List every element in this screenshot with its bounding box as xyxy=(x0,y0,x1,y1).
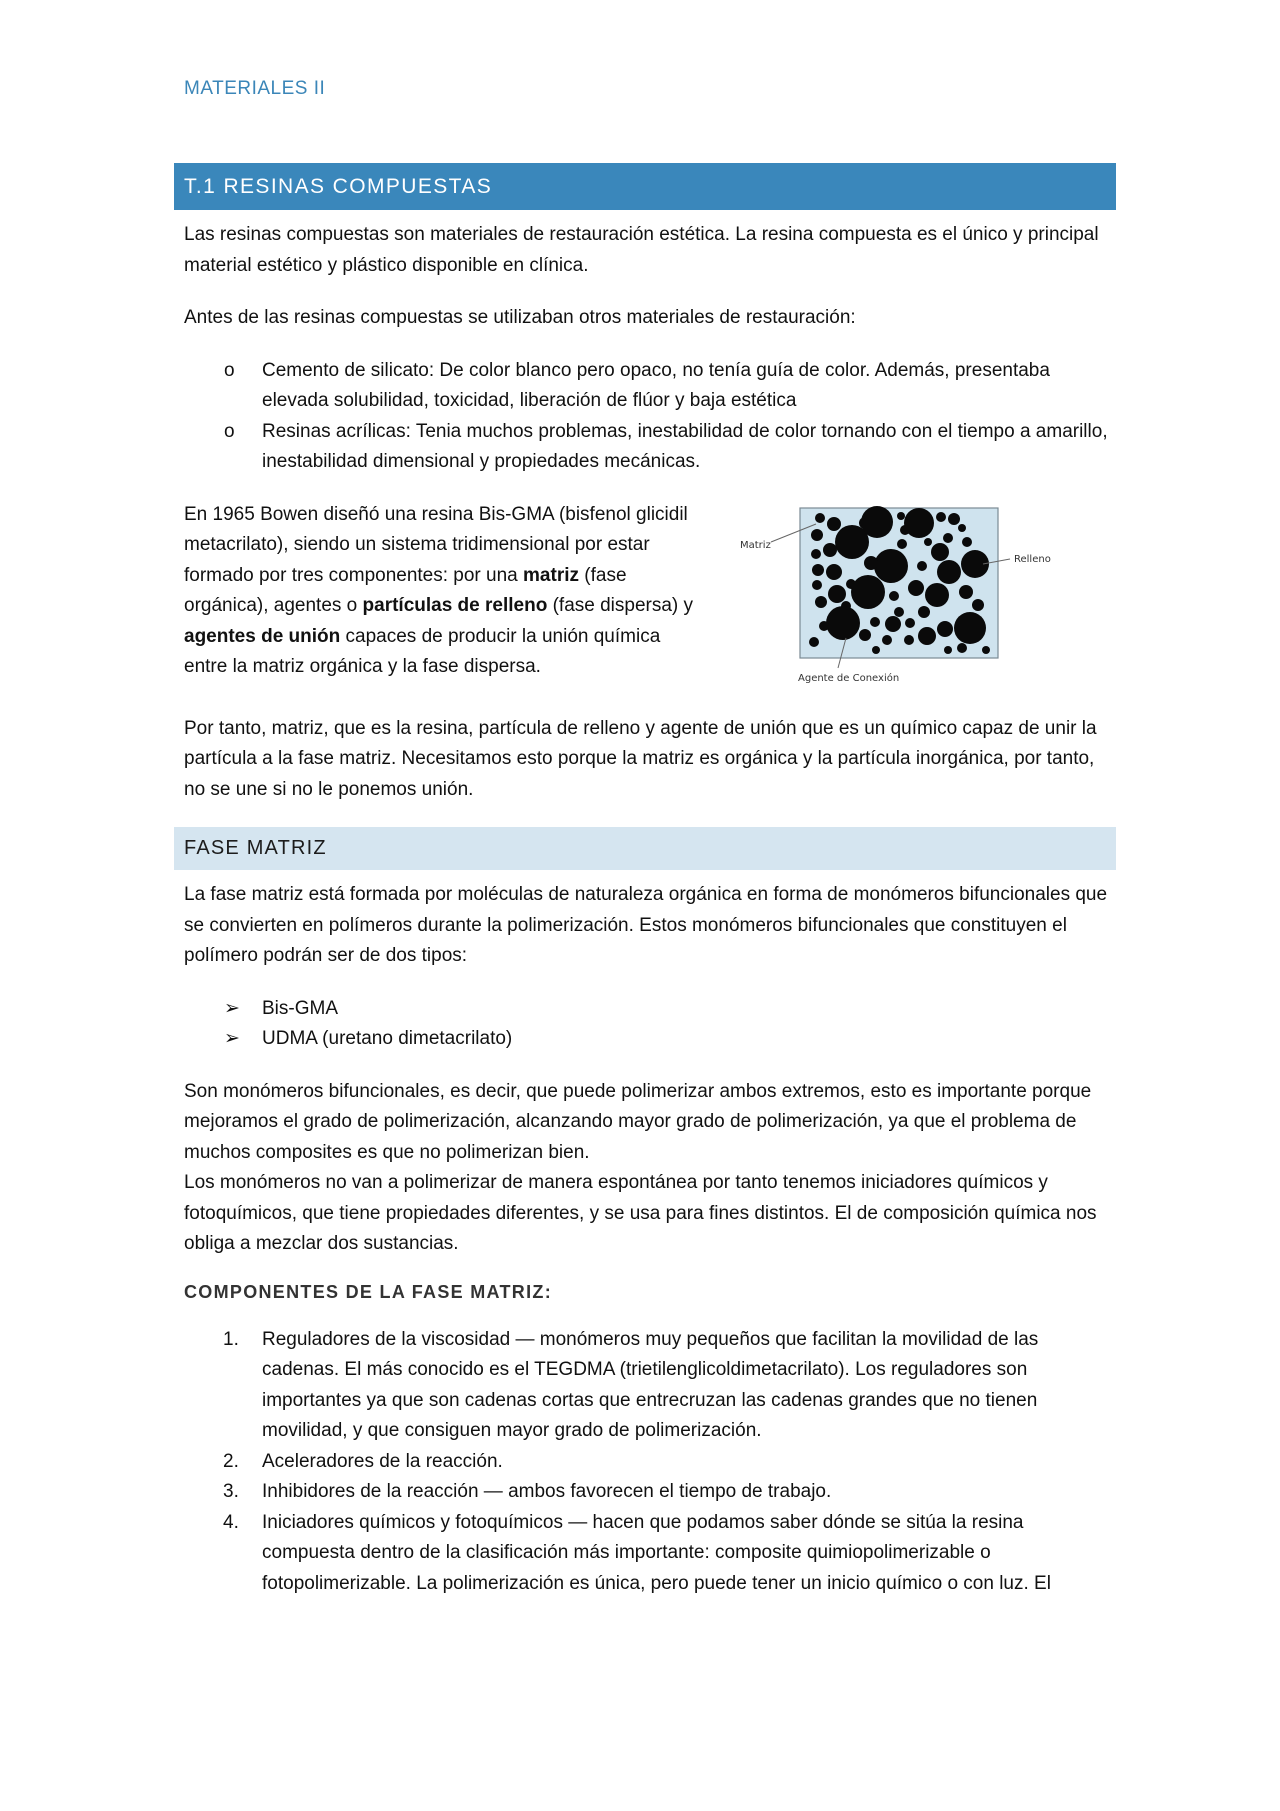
filler-particle xyxy=(823,543,837,557)
composite-structure-figure xyxy=(734,502,1054,692)
list-item-text: Iniciadores químicos y fotoquímicos — hacen que podamos saber dónde se sitúa la resina compuesta dentro de la clasificación más importante: composite quimiopolimerizable o fotopolimerizable. La polimerización es única, pero puede tener un inicio químico o con luz. El xyxy=(262,1511,1051,1594)
filler-particle xyxy=(815,596,827,608)
filler-particle xyxy=(937,560,961,584)
bold-term: agentes de unión xyxy=(184,625,341,647)
materials-list xyxy=(184,356,1114,478)
filler-particle xyxy=(931,543,949,561)
components-list xyxy=(184,1325,1114,1600)
filler-particle xyxy=(828,585,846,603)
filler-particle xyxy=(948,513,960,525)
filler-particle xyxy=(861,506,893,538)
filler-particle xyxy=(815,513,825,523)
filler-particle xyxy=(982,646,990,654)
composite-diagram xyxy=(734,502,1054,692)
filler-particle xyxy=(812,580,822,590)
list-item-text: Cemento de silicato: De color blanco pero opaco, no tenía guía de color. Además, presentaba elevada solubilidad, toxicidad, liberación de flúor y baja estética xyxy=(262,359,1050,411)
list-item xyxy=(184,417,1114,478)
paragraph: Son monómeros bifuncionales, es decir, que puede polimerizar ambos extremos, esto es importante porque mejoramos el grado de polimerización, alcanzando mayor grado de polimerización, ya que el problema de muchos composites es que no polimerizan bien. xyxy=(184,1080,1092,1163)
bullet-marker: o xyxy=(224,420,235,442)
monomer-list xyxy=(184,994,1114,1055)
filler-particle xyxy=(870,617,880,627)
list-item-text: Bis-GMA xyxy=(262,997,338,1019)
filler-particle xyxy=(819,621,829,631)
components-heading: COMPONENTES DE LA FASE MATRIZ: xyxy=(184,1281,553,1302)
list-item-text: Inhibidores de la reacción — ambos favorecen el tiempo de trabajo. xyxy=(262,1481,832,1502)
arrow-bullet-icon: ➢ xyxy=(224,1028,240,1049)
filler-particle xyxy=(812,564,824,576)
list-item-text: Reguladores de la viscosidad — monómeros muy pequeños que facilitan la movilidad de las cadenas. El más conocido es el TEGDMA (trietilenglicoldimetacrilato). Los reguladores son importantes ya que son cadenas cortas que entrecruzan las cadenas grandes que no tienen movilidad, y que consiguen mayor grado de polimerización. xyxy=(262,1328,1039,1441)
bold-term: matriz xyxy=(523,564,579,586)
list-item xyxy=(184,1447,1114,1478)
paragraph: Antes de las resinas compuestas se utilizaban otros materiales de restauración: xyxy=(184,307,856,328)
filler-particle xyxy=(924,538,932,546)
list-item-text: UDMA (uretano dimetacrilato) xyxy=(262,1028,513,1049)
filler-particle xyxy=(864,556,878,570)
paragraph: Las resinas compuestas son materiales de restauración estética. La resina compuesta es el único y principal material estético y plástico disponible en clínica. xyxy=(184,224,1099,276)
filler-particle xyxy=(917,561,927,571)
text-run: (fase dispersa) y xyxy=(547,595,694,616)
filler-particle xyxy=(943,533,953,543)
filler-particle xyxy=(958,524,966,532)
bullet-marker: o xyxy=(224,359,235,381)
list-item xyxy=(184,1024,1114,1055)
filler-particle xyxy=(889,591,899,601)
paragraph: Por tanto, matriz, que es la resina, partícula de relleno y agente de unión que es un químico capaz de unir la partícula a la fase matriz. Necesitamos esto porque la matriz es orgánica y la partícula inorgánica, por tanto, no se une si no le ponemos unión. xyxy=(184,717,1097,800)
filler-particle xyxy=(908,580,924,596)
filler-particle xyxy=(894,607,904,617)
filler-particle xyxy=(925,583,949,607)
filler-particle xyxy=(905,618,915,628)
paragraph: La fase matriz está formada por moléculas de naturaleza orgánica en forma de monómeros bifuncionales que se convierten en polímeros durante la polimerización. Estos monómeros bifuncionales que constituyen el polímero podrán ser de dos tipos: xyxy=(184,884,1108,966)
filler-particle xyxy=(962,537,972,547)
list-number: 4. xyxy=(223,1511,239,1533)
filler-particle xyxy=(851,575,885,609)
page-content xyxy=(184,163,1114,1621)
filler-particle xyxy=(918,627,936,645)
filler-particle xyxy=(874,549,908,583)
subsection-heading: FASE MATRIZ xyxy=(174,827,1116,870)
filler-particle xyxy=(882,635,892,645)
arrow-bullet-icon: ➢ xyxy=(224,997,240,1019)
figure-label-matrix: Matriz xyxy=(740,539,771,551)
list-item xyxy=(184,994,1114,1025)
filler-particle xyxy=(944,646,952,654)
filler-particle xyxy=(957,643,967,653)
paragraph xyxy=(184,500,694,683)
filler-particle xyxy=(904,635,914,645)
text-run: capaces de producir la unión química entre la matriz orgánica y la fase dispersa. xyxy=(184,625,661,677)
list-item xyxy=(184,1508,1114,1600)
list-number: 2. xyxy=(223,1450,239,1472)
figure-label-filler: Relleno xyxy=(1014,553,1051,565)
filler-particle xyxy=(897,512,905,520)
list-item-text: Resinas acrílicas: Tenia muchos problemas, inestabilidad de color tornando con el tiempo a amarillo, inestabilidad dimensional y propiedades mecánicas. xyxy=(262,420,1108,472)
bold-term: partículas de relleno xyxy=(362,595,548,616)
filler-particle xyxy=(811,549,821,559)
filler-particle xyxy=(826,564,842,580)
list-number: 3. xyxy=(223,1481,239,1502)
filler-particle xyxy=(937,621,953,637)
filler-particle xyxy=(904,508,934,538)
paragraph: Los monómeros no van a polimerizar de manera espontánea por tanto tenemos iniciadores químicos y fotoquímicos, que tiene propiedades diferentes, y se usa para fines distintos. El de composición química nos obliga a mezclar dos sustancias. xyxy=(184,1172,1097,1254)
filler-particle xyxy=(954,612,986,644)
filler-particle xyxy=(897,539,907,549)
list-number: 1. xyxy=(223,1328,239,1350)
filler-particle xyxy=(972,599,984,611)
section-heading: T.1 RESINAS COMPUESTAS xyxy=(174,163,1116,210)
list-item xyxy=(184,1477,1114,1508)
filler-particle xyxy=(959,585,973,599)
list-item xyxy=(184,1325,1114,1447)
filler-particle xyxy=(826,606,860,640)
filler-particle xyxy=(918,606,930,618)
filler-particle xyxy=(885,616,901,632)
list-item-text: Aceleradores de la reacción. xyxy=(262,1450,503,1472)
text-run: (fase orgánica), agentes o xyxy=(184,564,627,616)
list-item xyxy=(184,356,1114,417)
intro-text xyxy=(184,500,694,683)
text-run: En 1965 Bowen diseñó una resina Bis-GMA (bisfenol glicidil metacrilato), siendo un sistema tridimensional por estar formado por tres componentes: por una xyxy=(184,503,688,586)
filler-particle xyxy=(872,646,880,654)
running-header: MATERIALES II xyxy=(184,78,326,99)
filler-particle xyxy=(827,517,841,531)
intro-with-figure xyxy=(184,500,1114,692)
filler-particle xyxy=(936,512,946,522)
figure-label-agent: Agente de Conexión xyxy=(798,672,900,684)
filler-particle xyxy=(809,637,819,647)
filler-particle xyxy=(859,629,871,641)
filler-particle xyxy=(811,529,823,541)
